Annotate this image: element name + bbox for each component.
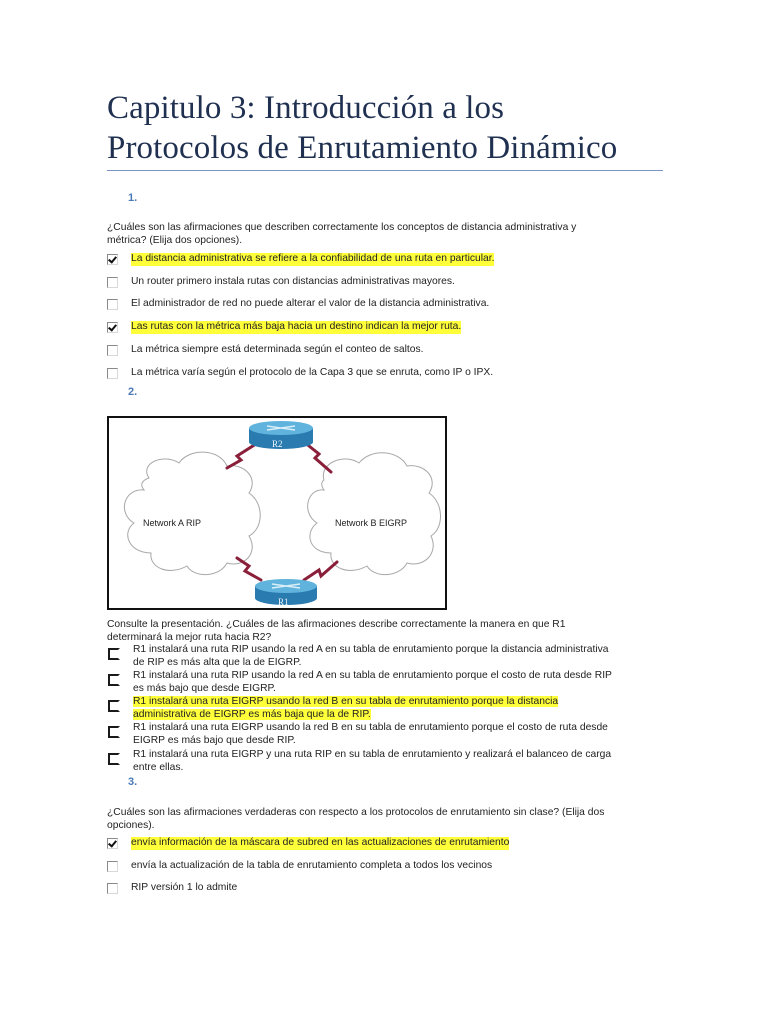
radio-button-icon[interactable] [108, 700, 120, 712]
question-3-text [107, 807, 667, 832]
option-label: La distancia administrativa se refiere a la confiabilidad de una ruta en particular. [131, 253, 495, 264]
question-2-text [107, 619, 667, 644]
option-line-2: es más bajo que desde EIGRP. [133, 682, 276, 694]
checkbox-unchecked-icon[interactable] [107, 345, 118, 356]
q1-option-3[interactable] [107, 298, 667, 311]
q1-option-4[interactable] [107, 321, 667, 334]
option-line-1: R1 instalará una ruta RIP usando la red A en su tabla de enrutamiento porque la distancia administrativa [133, 644, 609, 655]
option-label: RIP versión 1 lo admite [131, 882, 238, 893]
q2-option-4[interactable] [107, 722, 667, 747]
checkbox-unchecked-icon[interactable] [107, 861, 118, 872]
question-number-1: 1. [128, 192, 138, 204]
question-number-3: 3. [128, 776, 138, 788]
option-line-1: R1 instalará una ruta EIGRP usando la red B en su tabla de enrutamiento porque el costo de ruta desde [133, 722, 608, 733]
q1-option-2[interactable] [107, 276, 667, 289]
checkbox-unchecked-icon[interactable] [107, 277, 118, 288]
title-line-2: Protocolos de Enrutamiento Dinámico [107, 130, 618, 166]
checkbox-checked-icon[interactable] [107, 838, 118, 849]
question-1-text-line-1: ¿Cuáles son las afirmaciones que describen correctamente los conceptos de distancia administrativa y [107, 222, 577, 233]
serial-link-r1-a [237, 558, 261, 580]
checkbox-unchecked-icon[interactable] [107, 299, 118, 310]
q2-option-3[interactable] [107, 696, 667, 721]
checkbox-checked-icon[interactable] [107, 322, 118, 333]
router-r2-label: R2 [272, 439, 283, 449]
radio-button-icon[interactable] [108, 648, 120, 660]
serial-link-r2-b [304, 442, 331, 472]
question-1-text [107, 222, 667, 247]
question-1-text-line-2: métrica? (Elija dos opciones). [107, 234, 243, 246]
page-title [107, 88, 667, 168]
question-3-text-line-1: ¿Cuáles son las afirmaciones verdaderas con respecto a los protocolos de enrutamiento sin clase? (Elija dos [107, 807, 605, 818]
question-number-2: 2. [128, 386, 138, 398]
question-2-text-line-2: determinará la mejor ruta hacia R2? [107, 631, 272, 643]
q2-option-1[interactable] [107, 644, 667, 669]
option-line-2: de RIP es más alta que la de EIGRP. [133, 656, 302, 668]
option-line-2: entre ellas. [133, 761, 184, 773]
q1-option-1[interactable] [107, 253, 667, 266]
radio-button-icon[interactable] [108, 753, 120, 765]
option-label: envía información de la máscara de subred en las actualizaciones de enrutamiento [131, 837, 510, 848]
option-label: Las rutas con la métrica más baja hacia un destino indican la mejor ruta. [131, 321, 462, 332]
question-2-text-line-1: Consulte la presentación. ¿Cuáles de las afirmaciones describe correctamente la manera en que R1 [107, 619, 566, 630]
checkbox-unchecked-icon[interactable] [107, 883, 118, 894]
option-label: La métrica varía según el protocolo de la Capa 3 que se enruta, como IP o IPX. [131, 367, 494, 378]
q3-option-1[interactable] [107, 837, 667, 850]
network-b-label: Network B EIGRP [335, 518, 408, 528]
q2-option-2[interactable] [107, 670, 667, 695]
title-divider [107, 170, 663, 171]
serial-link-r2-a [227, 442, 259, 468]
option-label [133, 644, 663, 669]
radio-button-icon[interactable] [108, 674, 120, 686]
q2-option-5[interactable] [107, 749, 667, 774]
network-a-label: Network A RIP [143, 518, 202, 528]
question-3-text-line-2: opciones). [107, 819, 155, 831]
serial-link-r1-b [304, 562, 337, 580]
option-label: El administrador de red no puede alterar el valor de la distancia administrativa. [131, 298, 490, 309]
option-label [133, 696, 663, 721]
option-label: La métrica siempre está determinada según el conteo de saltos. [131, 344, 424, 355]
router-r1-label: R1 [278, 597, 289, 607]
option-label [133, 722, 663, 747]
option-line-2: administrativa de EIGRP es más baja que la de RIP. [133, 708, 371, 720]
checkbox-checked-icon[interactable] [107, 254, 118, 265]
q1-option-5[interactable] [107, 344, 667, 357]
option-label [133, 670, 663, 695]
q3-option-3[interactable] [107, 882, 667, 895]
option-label [133, 749, 663, 774]
q3-option-2[interactable] [107, 860, 667, 873]
option-line-1: R1 instalará una ruta EIGRP usando la red B en su tabla de enrutamiento porque la distancia [133, 696, 559, 707]
checkbox-unchecked-icon[interactable] [107, 368, 118, 379]
option-line-2: EIGRP es más bajo que desde RIP. [133, 734, 296, 746]
option-label: Un router primero instala rutas con distancias administrativas mayores. [131, 276, 455, 287]
q1-option-6[interactable] [107, 367, 667, 380]
title-line-1: Capitulo 3: Introducción a los [107, 90, 505, 126]
cloud-network-a-icon [124, 452, 260, 575]
option-line-1: R1 instalará una ruta EIGRP y una ruta RIP en su tabla de enrutamiento y realizará el balanceo de carga [133, 749, 612, 760]
option-line-1: R1 instalará una ruta RIP usando la red A en su tabla de enrutamiento porque el costo de ruta desde RIP [133, 670, 612, 681]
cloud-network-b-icon [308, 453, 441, 575]
network-topology-diagram [107, 416, 447, 610]
option-label: envía la actualización de la tabla de enrutamiento completa a todos los vecinos [131, 860, 493, 871]
radio-button-icon[interactable] [108, 726, 120, 738]
